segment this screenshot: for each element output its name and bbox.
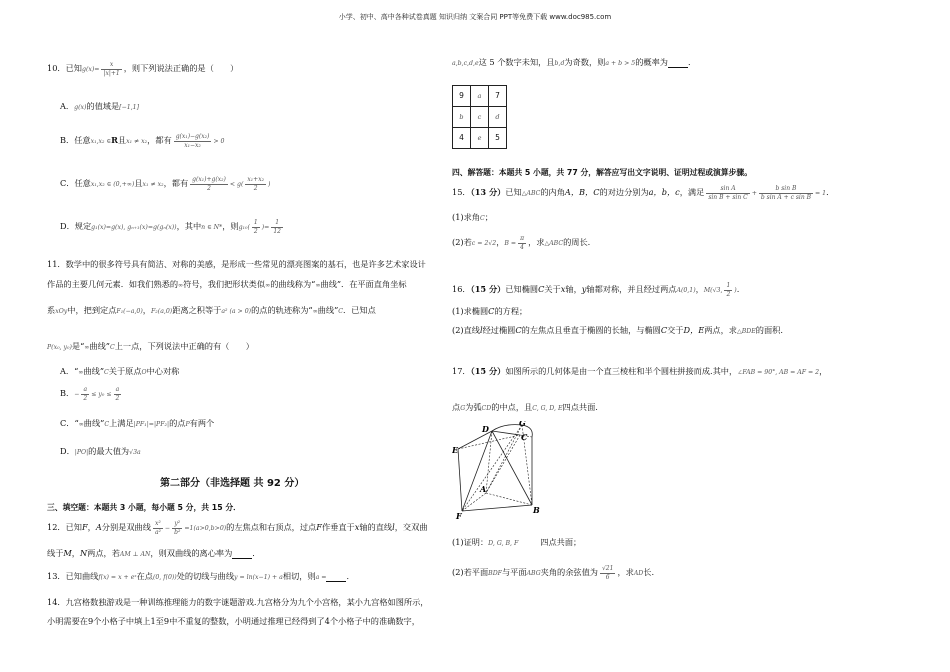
- sudoku-cell: d: [489, 107, 507, 128]
- q14-line1: 14．九宫格数独游戏是一种训练推理能力的数字谜题游戏.九宫格分为九个小宫格，某小九宫格如图所示，: [47, 597, 429, 607]
- edge-DF: [462, 431, 492, 511]
- sudoku-cell: 7: [489, 86, 507, 107]
- q10-option-a: A．g(x)的值域是[−1,1]: [60, 101, 140, 111]
- label-D: D: [482, 424, 489, 434]
- sudoku-grid: [452, 85, 507, 149]
- edge-EF: [458, 449, 462, 511]
- q10-stem-a: 10．已知: [47, 63, 82, 73]
- label-G: G: [519, 421, 526, 428]
- q10-frac: $\frac{x}{|x|+1}$: [103, 61, 120, 77]
- q14-answer-blank[interactable]: [668, 59, 688, 68]
- q11-option-a: A．“∞曲线”C关于原点O中心对称: [60, 366, 180, 376]
- q13-line: 13．已知曲线f(x) = x + eˣ在点(0, f(0))处的切线与曲线y = ln(x−1) + a相切，则a = ．: [47, 571, 355, 581]
- label-B: B: [533, 505, 540, 515]
- sudoku-cell: e: [471, 128, 489, 149]
- q12-answer-blank[interactable]: [232, 550, 252, 559]
- q15-part1: (1)求角C；: [452, 212, 493, 222]
- q16-part2: (2)直线l经过椭圆C的左焦点且垂直于椭圆的长轴，与椭圆C交于D，E两点，求△BDE的面积.: [452, 325, 783, 335]
- q12-line1: 12．已知F，A分别是双曲线 $\frac{\text{x²}}{\text{a²}}$ − $\frac{\text{y²}}{\text{b²}}$ =1(a>0,b>0)的左焦点和右顶点，过点F作垂直于x轴的直线l，交双曲: [47, 520, 428, 536]
- q15-stem: 15．（13 分）已知△ABC的内角A，B，C的对边分别为a，b，c，满足 $\frac{\text{sin A}}{\text{sin B + sin C}}$ + $\frac{\text{b sin B}}{\text{b sin A + c sin B}}$ = 1．: [452, 185, 835, 201]
- label-A: A: [480, 484, 487, 494]
- edge-GF: [462, 425, 522, 511]
- q14-continued: a,b,c,d,e这 5 个数字未知，且b,d为奇数，则a + b > 5的概率为 ．: [452, 57, 697, 67]
- sudoku-cell: c: [471, 107, 489, 128]
- sudoku-cell: b: [453, 107, 471, 128]
- q11-option-d: D．|PO|的最大值为√3a: [60, 446, 141, 456]
- q12-line2: 线于M，N两点，若AM ⊥ AN，则双曲线的离心率为 ．: [47, 548, 261, 558]
- q10-option-d: D．规定g₁(x)=g(x), gₙ₊₁(x)=g(gₙ(x))，其中n ∈ N*，则g₁₀( $\frac{1}{2}$ )= $\frac{1}{12}$: [60, 219, 281, 235]
- label-E: E: [452, 445, 459, 455]
- section3-title: 三、填空题：本题共 3 小题，每小题 5 分，共 15 分．: [47, 503, 241, 512]
- q13-answer-blank[interactable]: [326, 573, 346, 582]
- page-header: 小学、初中、高中各种试卷真题 知识归纳 文案合同 PPT等免费下载 www.doc985.com: [338, 13, 612, 21]
- label-C: C: [521, 432, 528, 442]
- q17-part1: (1)证明：D, G, B, F 四点共面；: [452, 537, 582, 547]
- edge-AB: [486, 493, 532, 505]
- edge-FB: [462, 505, 532, 511]
- sudoku-cell: a: [471, 86, 489, 107]
- q10-stem-b: ，则下列说法正确的是（ ）: [123, 63, 239, 73]
- part2-title: 第二部分（非选择题 共 92 分）: [160, 478, 305, 489]
- q11-option-b: B．− $\frac{a}{2}$ ≤ y₀ ≤ $\frac{a}{2}$: [60, 386, 120, 402]
- geometry-figure: [452, 421, 567, 521]
- q16-part1: (1)求椭圆C的方程；: [452, 306, 528, 316]
- edge-CA: [486, 435, 520, 493]
- q11-line1: 11．数学中的很多符号具有简洁、对称的美感，是形成一些常见的漂亮图案的基石，也是许多艺术家设计: [47, 259, 426, 269]
- q10-fx: g(x)=: [81, 66, 100, 73]
- q10-option-b: B．任意x₁,x₂ ∈R且x₁ ≠ x₂，都有 $\frac{\text{g(x₁)−g(x₂)}}{\text{x₁−x₂}}$ > 0: [60, 133, 225, 149]
- q10-stem: [47, 61, 238, 77]
- q10-option-c: C．任意x₁,x₂ ∈ (0,+∞)且x₁ ≠ x₂，都有 $\frac{\text{g(x₁)+g(x₂)}}{2}$ < g( $\frac{\text{x₁+x₂}}{2}$ ): [60, 176, 271, 192]
- q17-line2: 点G为弧CD的中点，且C, G, D, E四点共面.: [452, 402, 598, 412]
- sudoku-cell: 5: [489, 128, 507, 149]
- section4-title: 四、解答题：本题共 5 小题，共 77 分，解答应写出文字说明、证明过程或演算步骤。: [452, 168, 753, 177]
- q17-part2: (2)若平面BDF与平面ABG夹角的余弦值为 $\frac{√21}{6}$ ，求AD长.: [452, 565, 655, 581]
- q11-option-c: C．“∞曲线”C上满足|PF₁|=|PF₂|的点P有两个: [60, 418, 215, 428]
- q11-line2: 作品的主要几何元素．如我们熟悉的∞符号，我们把形状类似∞的曲线称为“∞曲线”．在平面直角坐标: [47, 279, 407, 289]
- sudoku-cell: 4: [453, 128, 471, 149]
- edge-DB: [492, 431, 532, 505]
- q15-part2: (2)若c = 2√2，B = $\frac{\pi}{4}$ ，求△ABC的周长.: [452, 235, 591, 251]
- sudoku-cell: 9: [453, 86, 471, 107]
- label-F: F: [456, 511, 462, 521]
- q14-line2: 小明需要在9个小格子中填上1至9中不重复的整数，小明通过推理已经得到了4个小格子中的准确数字，: [47, 616, 420, 626]
- edge-DA: [486, 431, 492, 493]
- q16-stem: 16．（15 分）已知椭圆C关于x轴，y轴都对称，并且经过两点A(0,1)，M(√3, $\frac{1}{2}$ ).: [452, 282, 740, 298]
- q17-stem: 17．（15 分）如图所示的几何体是由一个直三棱柱和半个圆柱拼接而成.其中，∠FAB = 90°, AB = AF = 2，: [452, 366, 828, 376]
- q11-line4: P(x₀, y₀)是“∞曲线”C上一点，下列说法中正确的有（ ）: [47, 341, 254, 351]
- q11-line3: 系xOy中，把到定点F₁(−a,0)，F₂(a,0)距离之积等于a² (a > 0)的点的轨迹称为“∞曲线”C．已知点: [47, 305, 376, 315]
